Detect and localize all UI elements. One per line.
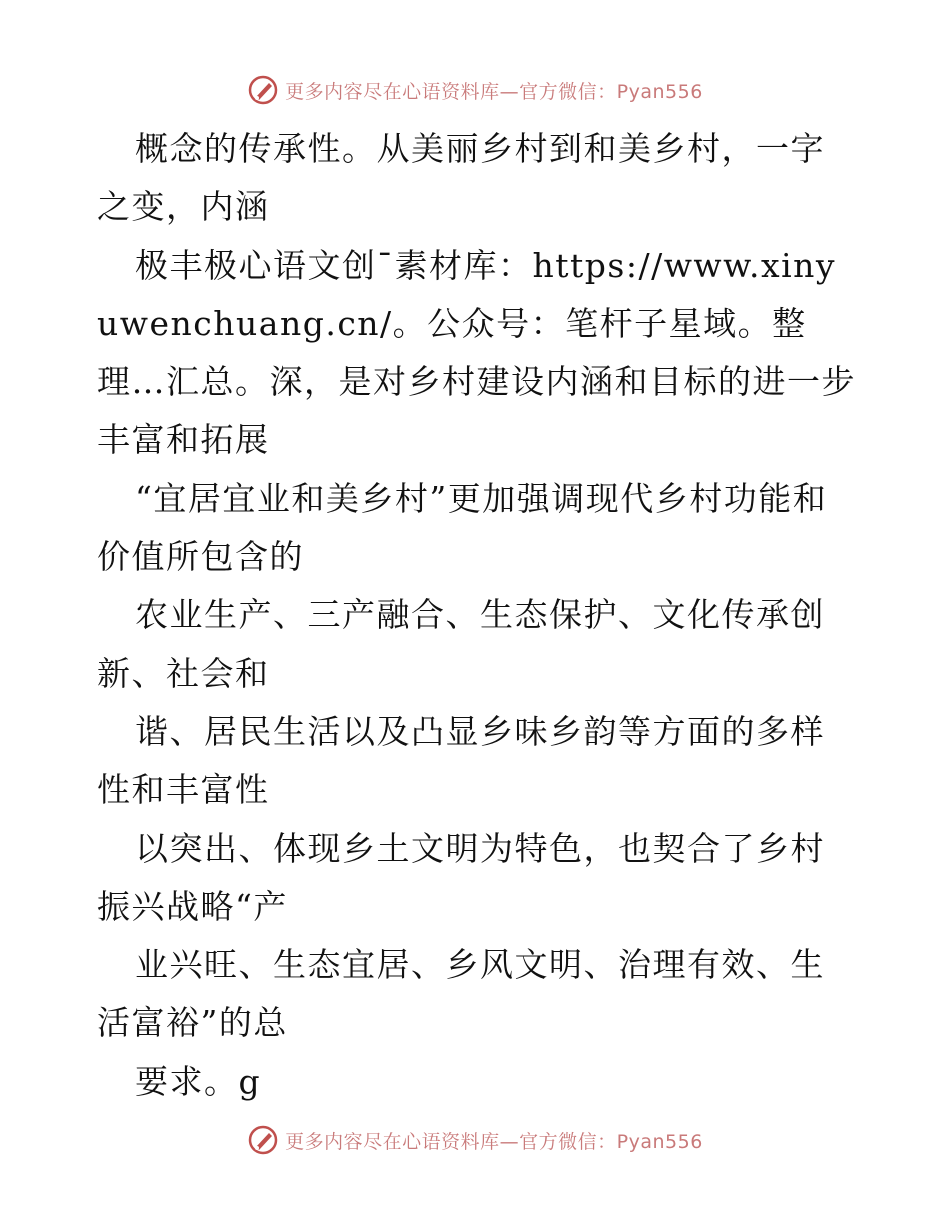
document-body — [97, 120, 857, 1111]
paragraph: 农业生产、三产融合、生态保护、文化传承创新、社会和 — [97, 595, 825, 693]
header-banner — [0, 72, 950, 108]
footer-banner-text: 更多内容尽在心语资料库—官方微信：Pyan556 — [285, 1130, 703, 1153]
pen-logo-icon — [247, 74, 279, 106]
header-banner-text: 更多内容尽在心语资料库—官方微信：Pyan556 — [285, 80, 703, 103]
paragraph: 要求。g — [135, 1061, 262, 1101]
paragraph: 业兴旺、生态宜居、乡风文明、治理有效、生活富裕”的总 — [97, 945, 825, 1043]
paragraph: 极丰极心语文创¯素材库：https://www.xinyuwenchuang.cn/。公众号：笔杆子星域。整理…汇总。深，是对乡村建设内涵和目标的进一步丰富和拓展 — [97, 245, 856, 460]
paragraph: 以突出、体现乡土文明为特色，也契合了乡村振兴战略“产 — [97, 828, 825, 926]
pen-logo-icon — [247, 1124, 279, 1156]
footer-banner — [0, 1122, 950, 1158]
paragraph: “宜居宜业和美乡村”更加强调现代乡村功能和价值所包含的 — [97, 478, 828, 577]
paragraph: 概念的传承性。从美丽乡村到和美乡村，一字之变，内涵 — [97, 129, 825, 227]
paragraph: 谐、居民生活以及凸显乡味乡韵等方面的多样性和丰富性 — [97, 711, 825, 810]
